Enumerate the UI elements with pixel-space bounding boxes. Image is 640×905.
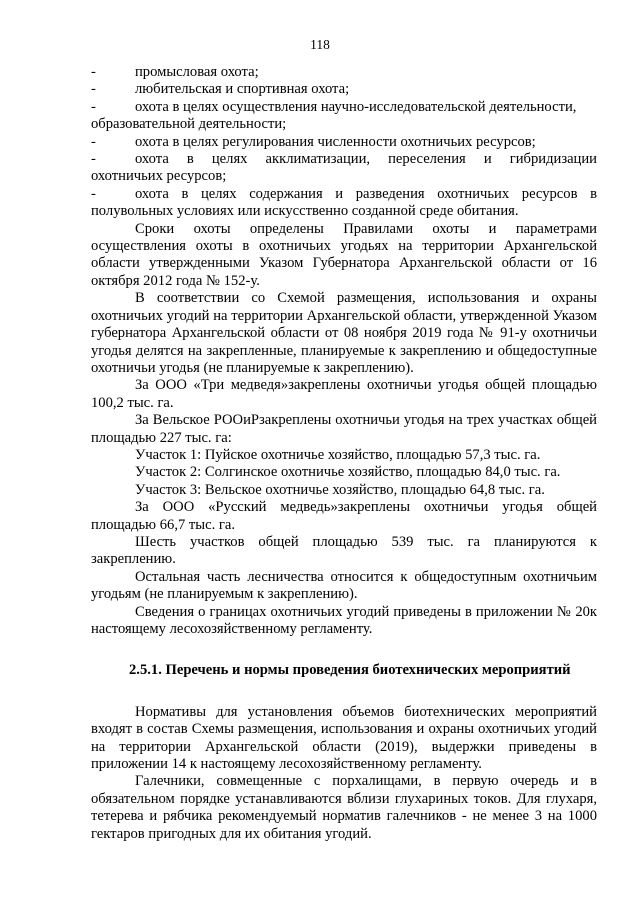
list-item-continuation: образовательной деятельности;	[91, 116, 287, 133]
paragraph-three-bears: За ООО «Три медведя»закреплены охотничьи угодья общей площадью 100,2 тыс. га.	[91, 377, 597, 411]
paragraph-biotech-norms: Нормативы для установления объемов биотехнических мероприятий входят в состав Схемы размещения, использования и охраны охотничьих угодий на территории Архангельской области (2019), выдержки приведены в приложении 14 к настоящему лесохозяйственному регламенту.	[91, 703, 597, 773]
section-heading: 2.5.1. Перечень и нормы проведения биотехнических мероприятий	[129, 662, 571, 679]
paragraph-boundaries: Сведения о границах охотничьих угодий приведены в приложении № 20к настоящему лесохозяйственному регламенту.	[91, 603, 597, 637]
list-item: - охота в целях регулирования численности охотничьих ресурсов;	[91, 133, 536, 150]
paragraph-russian-bear: За ООО «Русский медведь»закреплены охотничьи угодья общей площадью 66,7 тыс. га.	[91, 499, 597, 533]
paragraph-placement-scheme: В соответствии со Схемой размещения, использования и охраны охотничьих угодий на территории Архангельской области, утвержденной Указом губернатора Архангельской области от 08 ноября 2019 года № 91-у охотничьи угодья делятся на закрепленные, планируемые к закреплению и общедоступные охотничьи угодья (не планируемые к закреплению).	[91, 290, 597, 376]
paragraph-gravel-sites: Галечники, совмещенные с порхалищами, в первую очередь и в обязательном порядке устанавливаются вблизи глухариных токов. Для глухаря, тетерева и рябчика рекомендуемый норматив галечников - не менее 3 на 1000 гектаров пригодных для их обитания угодий.	[91, 773, 597, 842]
list-item: - охота в целях осуществления научно-исследовательской деятельности,	[91, 98, 577, 115]
page-number: 118	[310, 37, 330, 52]
page-body	[91, 64, 597, 843]
paragraph-public-lands: Остальная часть лесничества относится к общедоступным охотничьим угодьям (не планируемым к закреплению).	[91, 568, 597, 603]
list-item: - охота в целях акклиматизации, переселения и гибридизации	[91, 151, 597, 168]
paragraph-plot-3: Участок 3: Вельское охотничье хозяйство, площадью 64,8 тыс. га.	[135, 481, 545, 498]
list-item: - любительская и спортивная охота;	[91, 81, 350, 98]
list-item: - охота в целях содержания и разведения охотничьих ресурсов в	[91, 185, 597, 202]
paragraph-plot-2: Участок 2: Солгинское охотничье хозяйство, площадью 84,0 тыс. га.	[135, 464, 561, 481]
paragraph-plot-1: Участок 1: Пуйское охотничье хозяйство, площадью 57,3 тыс. га.	[135, 446, 541, 463]
list-item: - промысловая охота;	[91, 64, 259, 80]
paragraph-velsk-rooir: За Вельское РООиРзакреплены охотничьи угодья на трех участках общей площадью 227 тыс. га:	[91, 412, 597, 446]
paragraph-hunting-periods: Сроки охоты определены Правилами охоты и параметрами осуществления охоты в охотничьих угодьях на территории Архангельской области утвержденными Указом Губернатора Архангельской области от 16 октября 2012 года № 152-у.	[91, 220, 597, 289]
paragraph-six-plots: Шесть участков общей площадью 539 тыс. га планируются к закреплению.	[91, 533, 597, 568]
list-item-continuation: охотничьих ресурсов;	[91, 168, 227, 185]
list-item-continuation: полувольных условиях или искусственно созданной среде обитания.	[91, 203, 519, 220]
hunting-types-list	[91, 64, 597, 221]
